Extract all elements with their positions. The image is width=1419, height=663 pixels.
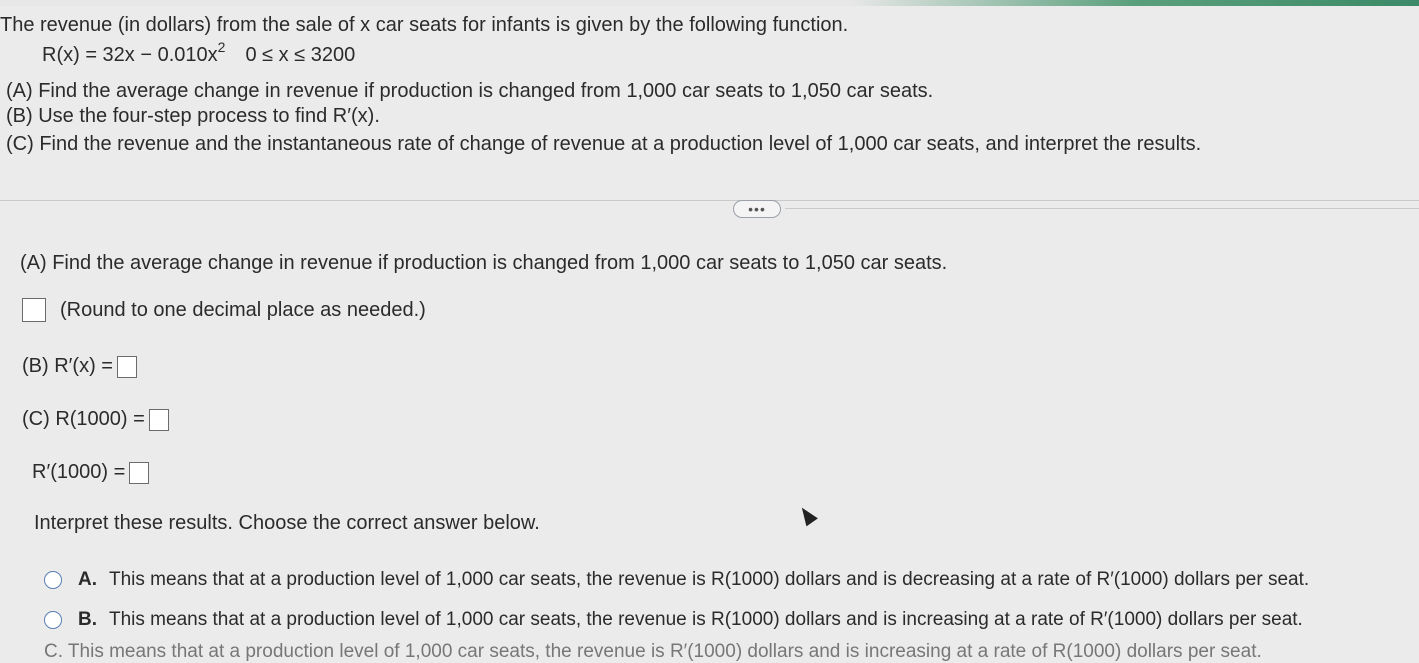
answer-c2-row <box>32 461 149 484</box>
radio-option-b[interactable] <box>44 611 62 629</box>
answer-c2-input[interactable] <box>129 462 149 484</box>
answer-b-row <box>22 355 137 378</box>
answer-a-row <box>22 298 426 322</box>
revenue-formula <box>42 39 356 67</box>
answer-c2-label: R′(1000) = <box>32 461 126 483</box>
radio-option-a[interactable] <box>44 571 62 589</box>
answer-b-label: (B) R′(x) = <box>22 355 113 377</box>
answer-a-input[interactable] <box>22 298 46 322</box>
answer-c-input[interactable] <box>149 409 169 431</box>
answer-a-hint: (Round to one decimal place as needed.) <box>60 298 426 321</box>
problem-intro: The revenue (in dollars) from the sale of x car seats for infants is given by the following function. <box>0 14 849 36</box>
option-b-text: This means that at a production level of 1,000 car seats, the revenue is R(1000) dollars and is increasing at a rate of R′(1000) dollars per seat. <box>109 609 1303 630</box>
formula-main: R(x) = 32x − 0.010x <box>42 44 218 66</box>
option-b[interactable] <box>44 609 1303 631</box>
interpret-prompt: Interpret these results. Choose the correct answer below. <box>34 512 540 534</box>
answer-b-input[interactable] <box>117 356 137 378</box>
formula-domain: 0 ≤ x ≤ 3200 <box>245 44 356 66</box>
mouse-cursor-icon <box>796 504 818 527</box>
section-divider-right <box>785 208 1419 209</box>
answer-a-prompt: (A) Find the average change in revenue if production is changed from 1,000 car seats to 1,050 car seats. <box>20 252 948 274</box>
option-c-cutoff[interactable]: C. This means that at a production level of 1,000 car seats, the revenue is R′(1000) dollars and is increasing at a rate of R(1000) dollars per seat. <box>44 641 1262 662</box>
option-a-letter: A. <box>78 569 97 590</box>
answer-c-label: (C) R(1000) = <box>22 408 145 430</box>
option-a-text: This means that at a production level of 1,000 car seats, the revenue is R(1000) dollars and is decreasing at a rate of R′(1000) dollars per seat. <box>109 569 1310 590</box>
option-a[interactable] <box>44 569 1309 591</box>
answer-c-row <box>22 408 169 431</box>
problem-part-b: (B) Use the four-step process to find R′(x). <box>6 105 380 127</box>
problem-part-a: (A) Find the average change in revenue if production is changed from 1,000 car seats to 1,050 car seats. <box>6 80 934 102</box>
section-divider <box>0 200 1419 201</box>
problem-part-c: (C) Find the revenue and the instantaneous rate of change of revenue at a production level of 1,000 car seats, and interpret the results. <box>6 133 1202 155</box>
top-bar <box>0 0 1419 6</box>
formula-exponent: 2 <box>217 39 226 55</box>
option-b-letter: B. <box>78 609 97 630</box>
show-more-button[interactable]: ••• <box>733 200 781 218</box>
